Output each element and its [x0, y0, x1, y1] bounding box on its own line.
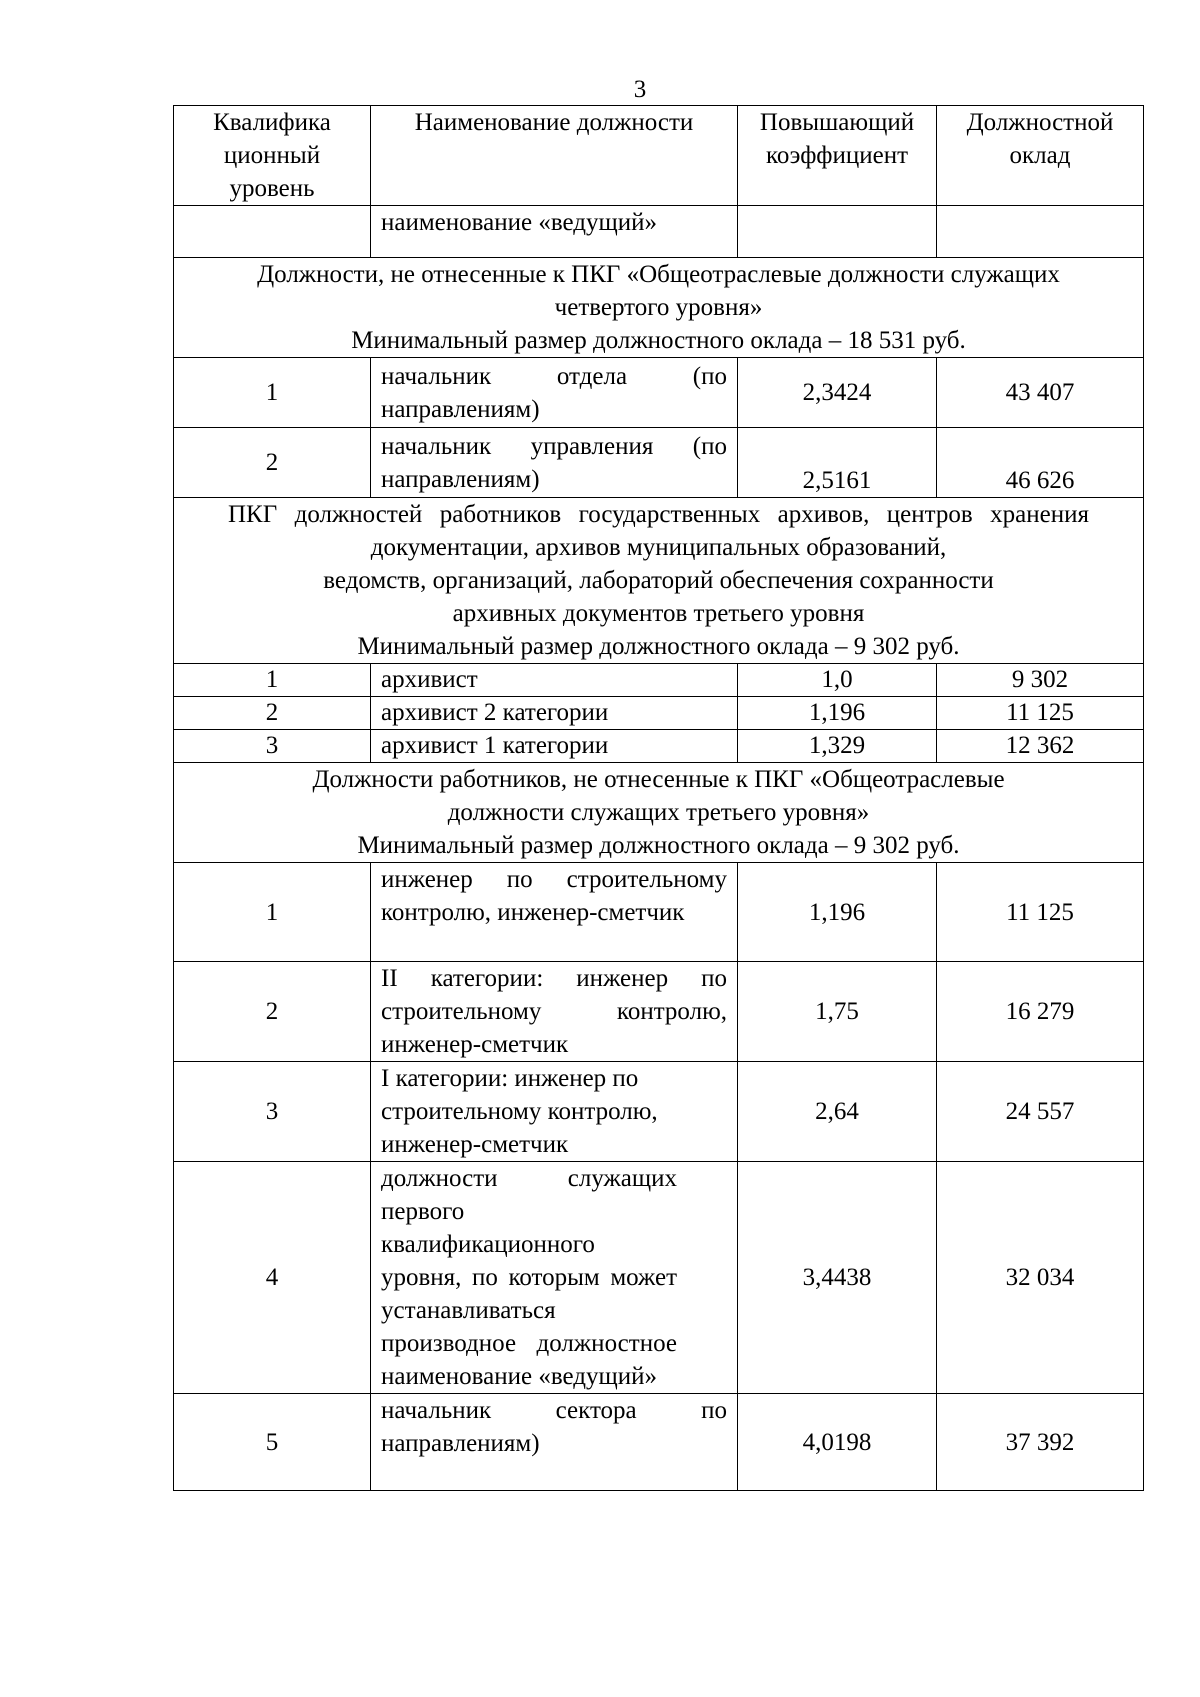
- section-header: [174, 498, 1144, 664]
- position-name-cell: архивист 2 категории: [371, 697, 738, 730]
- coefficient-cell: 1,329: [738, 730, 937, 763]
- coefficient-cell: 3,4438: [738, 1162, 937, 1394]
- coefficient-cell: 4,0198: [738, 1394, 937, 1491]
- section-title-line: архивных документов третьего уровня: [452, 600, 865, 627]
- coefficient-cell: 2,3424: [738, 358, 937, 428]
- section-title-line: Должности работников, не отнесенные к ПКГ «Общеотраслевые: [312, 766, 1005, 793]
- coefficient-cell: 1,196: [738, 697, 937, 730]
- section-header-row: [174, 763, 1144, 863]
- coefficient-cell: 2,5161: [738, 428, 937, 498]
- position-name-cell: начальник отдела (по направлениям): [371, 358, 738, 428]
- section-header-row: [174, 498, 1144, 664]
- level-cell: 2: [174, 697, 371, 730]
- coefficient-cell: 1,75: [738, 962, 937, 1062]
- salary-cell: 46 626: [937, 428, 1144, 498]
- position-name-cell: инженер по строительному контролю, инженер-сметчик: [371, 863, 738, 962]
- section-min-salary: Минимальный размер должностного оклада – 9 302 руб.: [357, 832, 960, 859]
- header-position-name: Наименование должности: [371, 106, 738, 206]
- level-cell: 2: [174, 962, 371, 1062]
- coefficient-cell: 1,0: [738, 664, 937, 697]
- position-name-cell: архивист 1 категории: [371, 730, 738, 763]
- level-cell: [174, 206, 371, 258]
- salary-cell: 11 125: [937, 863, 1144, 962]
- salary-cell: 11 125: [937, 697, 1144, 730]
- header-qualification-level: Квалифика ционный уровень: [174, 106, 371, 206]
- position-name-cell: должности служащих первого квалификационного уровня, по которым может устанавливаться производное должностное наименование «ведущий»: [371, 1162, 738, 1394]
- salary-table: [173, 105, 1144, 1491]
- level-cell: 2: [174, 428, 371, 498]
- section-header: [174, 763, 1144, 863]
- salary-cell: 32 034: [937, 1162, 1144, 1394]
- position-name-cell: II категории: инженер по строительному контролю, инженер-сметчик: [371, 962, 738, 1062]
- section-title-line: ПКГ должностей работников государственных архивов, центров хранения документации, архивов муниципальных образований,: [228, 501, 1089, 561]
- level-cell: 5: [174, 1394, 371, 1491]
- coefficient-cell: 2,64: [738, 1062, 937, 1162]
- table-row: [174, 863, 1144, 962]
- level-cell: 3: [174, 1062, 371, 1162]
- salary-cell: [937, 206, 1144, 258]
- level-cell: 4: [174, 1162, 371, 1394]
- table-row: [174, 1062, 1144, 1162]
- section-title: Должности, не отнесенные к ПКГ «Общеотраслевые должности служащих четвертого уровня»: [257, 261, 1060, 321]
- salary-cell: 9 302: [937, 664, 1144, 697]
- salary-cell: 24 557: [937, 1062, 1144, 1162]
- section-header: [174, 258, 1144, 358]
- level-cell: 3: [174, 730, 371, 763]
- table-row: [174, 1162, 1144, 1394]
- table-row: [174, 1394, 1144, 1491]
- carry-over-row: [174, 206, 1144, 258]
- header-salary: Должностной оклад: [937, 106, 1144, 206]
- salary-cell: 43 407: [937, 358, 1144, 428]
- section-min-salary: Минимальный размер должностного оклада – 18 531 руб.: [351, 327, 966, 354]
- level-cell: 1: [174, 358, 371, 428]
- level-cell: 1: [174, 664, 371, 697]
- section-title-line: ведомств, организаций, лабораторий обеспечения сохранности: [323, 567, 994, 594]
- section-header-row: [174, 258, 1144, 358]
- table-row: [174, 428, 1144, 498]
- coefficient-cell: [738, 206, 937, 258]
- position-name-cell: I категории: инженер по строительному контролю, инженер-сметчик: [371, 1062, 738, 1162]
- coefficient-cell: 1,196: [738, 863, 937, 962]
- salary-cell: 16 279: [937, 962, 1144, 1062]
- section-min-salary: Минимальный размер должностного оклада – 9 302 руб.: [357, 633, 960, 660]
- level-cell: 1: [174, 863, 371, 962]
- section-title-line: должности служащих третьего уровня»: [447, 799, 870, 826]
- header-coefficient: Повышающий коэффициент: [738, 106, 937, 206]
- salary-cell: 12 362: [937, 730, 1144, 763]
- table-header-row: [174, 106, 1144, 206]
- position-name-cell: наименование «ведущий»: [371, 206, 738, 258]
- salary-cell: 37 392: [937, 1394, 1144, 1491]
- table-row: [174, 962, 1144, 1062]
- table-row: [174, 358, 1144, 428]
- position-name-cell: начальник управления (по направлениям): [371, 428, 738, 498]
- position-name-cell: архивист: [371, 664, 738, 697]
- table-row: [174, 730, 1144, 763]
- table-row: [174, 664, 1144, 697]
- position-name-cell: начальник сектора по направлениям): [371, 1394, 738, 1491]
- page-number: 3: [633, 76, 647, 103]
- table-row: [174, 697, 1144, 730]
